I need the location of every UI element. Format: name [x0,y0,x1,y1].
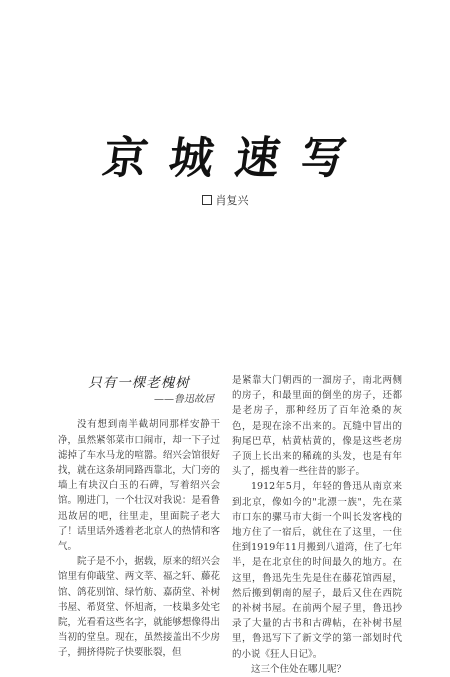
paragraph: 1912年5月，年轻的鲁迅从南京来到北京，像如今的"北漂一族"，先在菜市口东的骡马市大街一个叫长发客栈的地方住了一宿后，就住在了这里，一住住到1919年11月搬到八道湾，住了七年半，是在北京住的时间最久的地方。在这里，鲁迅先生先是住在藤花馆西屋，然后搬到朝南的屋子，最后又住在西院的补树书屋。在前两个屋子里，鲁迅抄录了大量的古书和古碑帖，在补树书屋里，鲁迅写下了新文学的第一部划时代的小说《狂人日记》。 [232,481,402,660]
paragraph: 是紧靠大门朝西的一溜房子，南北两侧的房子，和最里面的倒坐的房子，还都是老房子，那种经历了百年沧桑的灰色，是现在涂不出来的。瓦缝中冒出的狗尾巴草，枯黄枯黄的，像是这些老房子顶上长出来的稀疏的头发，也是有年头了，摇曳着一些往昔的影子。 [232,375,402,478]
article-title: 京城速写 [99,133,371,184]
paragraph: 没有想到南半截胡同那样安静干净，虽然紧邻菜市口闹市，却一下子过滤掉了车水马龙的喧嚣。绍兴会馆很好找，就在这条胡同路西靠北，大门旁的墙上有块汉白玉的石碑，写着绍兴会馆。刚进门，一个壮汉对我说：是看鲁迅故居的吧，往里走，里面院子老大了！话里话外透着老北京人的热情和客气。 [58,419,220,553]
left-column [58,376,220,661]
section-heading: 只有一棵老槐树 [88,375,190,391]
author-box-icon [202,195,212,205]
paragraph: 院子是不小，据载，原来的绍兴会馆里有仰蕺堂、两文莘、福之轩、藤花馆、鸽花别馆、绿竹舫、嘉荫堂、补树书屋、希贤堂、怀旭斋，一枝巢多处宅院，光看看这些名字，就能够想像得出当初的堂皇。现在，虽然接盖出不少房子，拥挤得院子快要胀裂，但 [58,556,220,659]
paragraph: 这三个住处在哪儿呢？ [251,663,347,675]
right-column [232,373,402,677]
author-line [0,192,450,208]
section-source: ——鲁迅故居 [154,394,214,406]
author-name: 肖复兴 [215,194,249,207]
